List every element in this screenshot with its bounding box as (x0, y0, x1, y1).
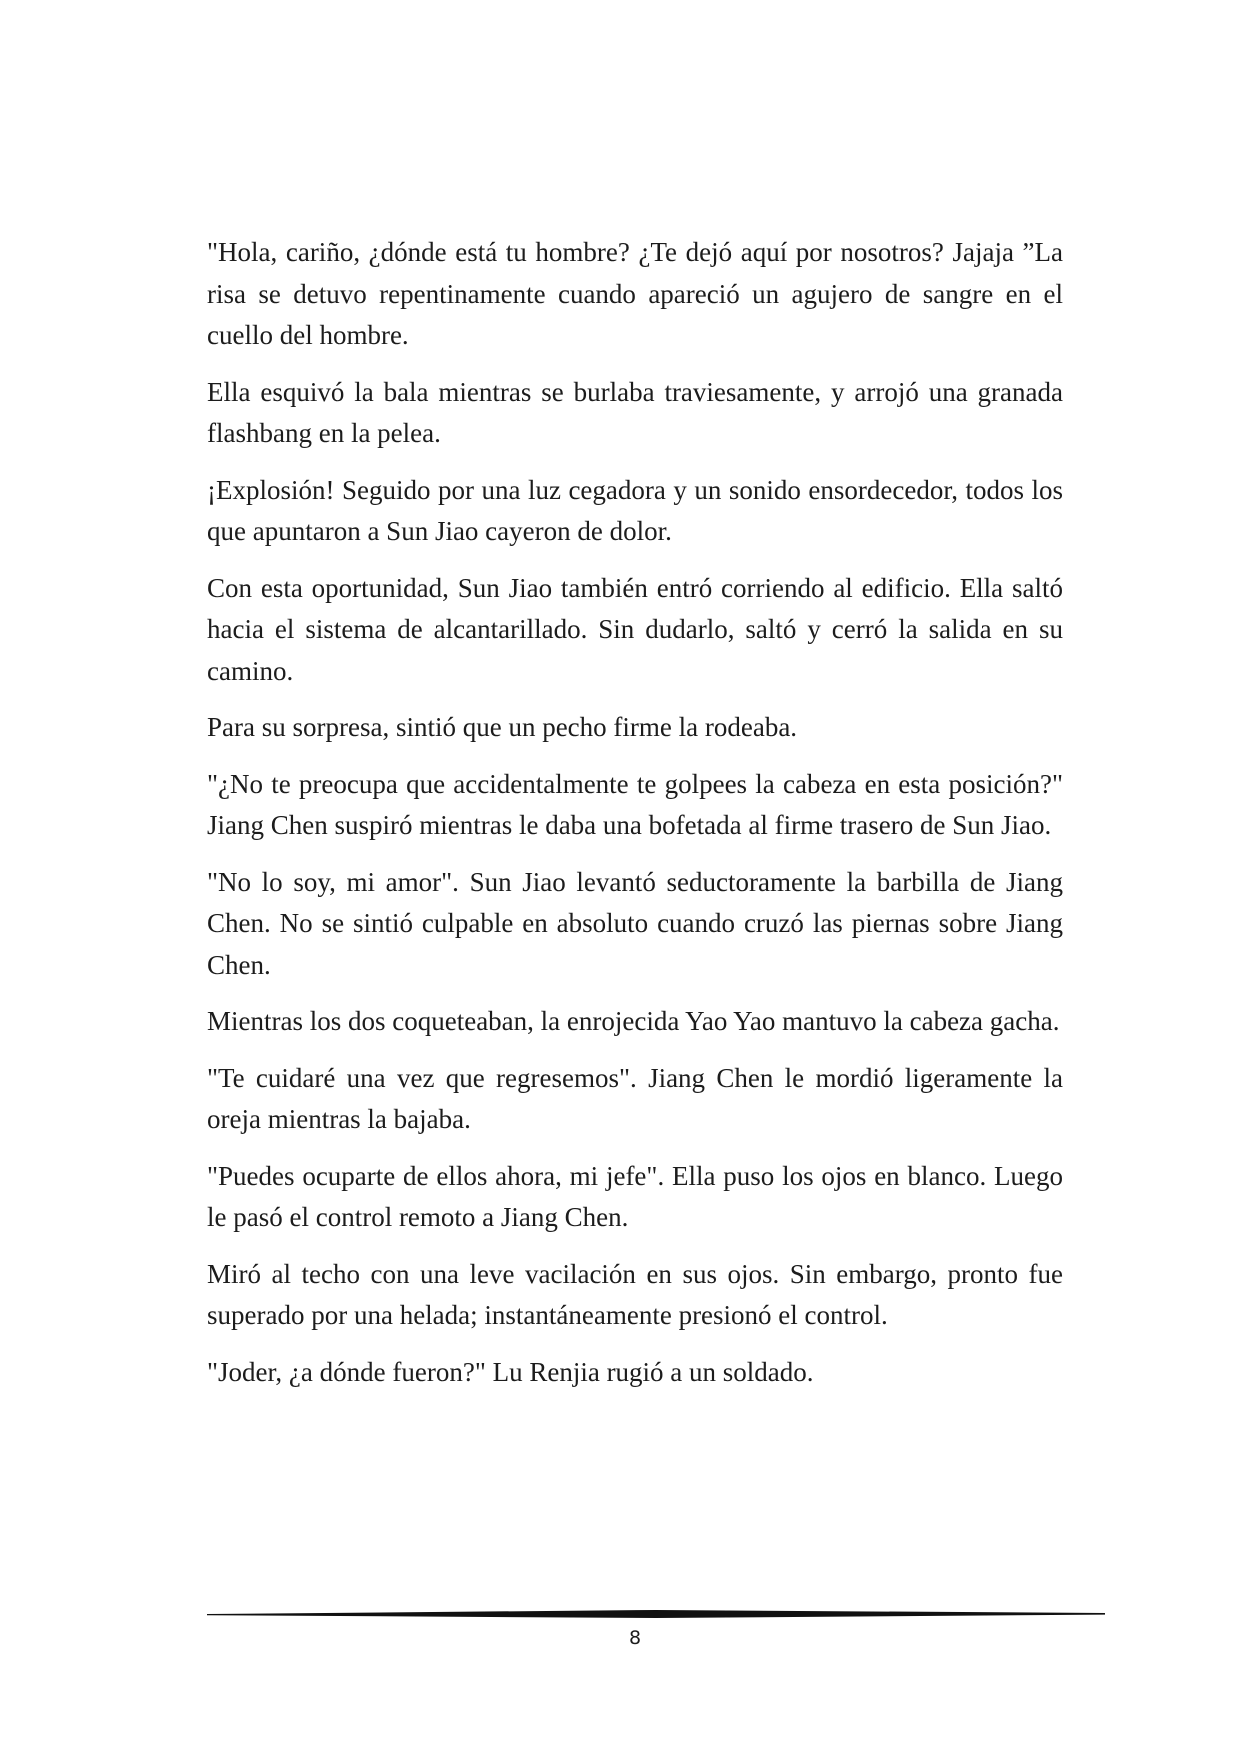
footer-rule-stroke (207, 1610, 1105, 1618)
paragraph-5: Para su sorpresa, sintió que un pecho firme la rodeaba. (207, 712, 798, 742)
paragraph-11: Miró al techo con una leve vacilación en sus ojos. Sin embargo, pronto fue superado por una helada; instantáneamente presionó el control. (207, 1258, 1063, 1330)
paragraph-3: ¡Explosión! Seguido por una luz cegadora y un sonido ensordecedor, todos los que apuntaron a Sun Jiao cayeron de dolor. (207, 474, 1063, 546)
paragraph-9: "Te cuidaré una vez que regresemos". Jiang Chen le mordió ligeramente la oreja mientras la bajaba. (207, 1062, 1063, 1134)
paragraph-2: Ella esquivó la bala mientras se burlaba traviesamente, y arrojó una granada flashbang en la pelea. (207, 376, 1063, 448)
page-number: 8 (628, 1627, 642, 1649)
paragraph-12: "Joder, ¿a dónde fueron?" Lu Renjia rugió a un soldado. (207, 1356, 814, 1387)
footer-rule (207, 1607, 1105, 1621)
paragraph-8: Mientras los dos coqueteaban, la enrojecida Yao Yao mantuvo la cabeza gacha. (207, 1006, 1060, 1036)
paragraph-10: "Puedes ocuparte de ellos ahora, mi jefe". Ella puso los ojos en blanco. Luego le pasó el control remoto a Jiang Chen. (207, 1160, 1063, 1232)
body-text (207, 232, 1063, 1408)
paragraph-7: "No lo soy, mi amor". Sun Jiao levantó seductoramente la barbilla de Jiang Chen. No se sintió culpable en absoluto cuando cruzó las piernas sobre Jiang Chen. (207, 866, 1063, 980)
paragraph-4: Con esta oportunidad, Sun Jiao también entró corriendo al edificio. Ella saltó hacia el sistema de alcantarillado. Sin dudarlo, saltó y cerró la salida en su camino. (207, 572, 1063, 686)
paragraph-6: "¿No te preocupa que accidentalmente te golpees la cabeza en esta posición?" Jiang Chen suspiró mientras le daba una bofetada al firme trasero de Sun Jiao. (207, 768, 1063, 840)
paragraph-1: "Hola, cariño, ¿dónde está tu hombre? ¿Te dejó aquí por nosotros? Jajaja ”La risa se detuvo repentinamente cuando apareció un agujero de sangre en el cuello del hombre. (207, 237, 1063, 350)
